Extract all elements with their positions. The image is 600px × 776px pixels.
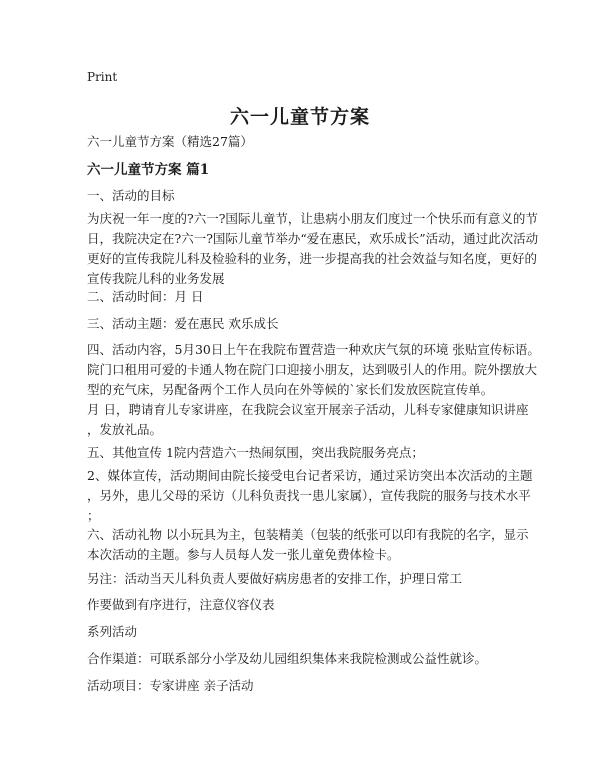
content-paragraph [87, 340, 540, 400]
gift-paragraph [87, 525, 529, 565]
note-line-continued: 作要做到有序进行，注意仪容仪表 [87, 597, 275, 612]
note-line: 另注：活动当天儿科负责人要做好病房患者的安排工作，护理日常工 [87, 571, 463, 586]
theme-line: 三、活动主题：爱在惠民 欢乐成长 [87, 316, 279, 331]
goal-paragraph [87, 209, 539, 289]
section-heading: 六一儿童节方案 篇1 [87, 162, 210, 178]
series-line: 系列活动 [87, 624, 138, 639]
project-line: 活动项目：专家讲座 亲子活动 [87, 678, 254, 693]
document-subtitle: 六一儿童节方案（精选27篇） [87, 134, 253, 149]
goal-line: 宣传我院儿科的业务发展 [87, 271, 225, 286]
media-line: ，另外，患儿父母的采访（儿科负责找一患儿家属），宣传我院的服务与技术水平 [87, 488, 531, 503]
channel-line: 合作渠道：可联系部分小学及幼儿园组织集体来我院检测或公益性就诊。 [87, 651, 488, 666]
promo-line: 五、其他宣传 1院内营造六一热闹氛围，突出我院服务亮点； [87, 445, 424, 460]
media-line: 2、媒体宣传，活动期间由院长接受电台记者采访，通过采访突出本次活动的主题 [87, 468, 533, 483]
goal-line: 更好的宣传我院儿科及检验科的业务，进一步提高我的社会效益与知名度，更好的 [87, 251, 538, 266]
lecture-line: 月 日，聘请育儿专家讲座，在我院会议室开展亲子活动，儿科专家健康知识讲座 [87, 402, 529, 417]
content-line: 四、活动内容，5月30日上午在我院布置营造一种欢庆气氛的环境 张贴宣传标语。 [87, 342, 540, 357]
time-line: 二、活动时间：月 日 [87, 289, 204, 304]
print-label[interactable]: Print [87, 70, 118, 84]
gift-line: 六、活动礼物 以小玩具为主，包装精美（包装的纸张可以印有我院的名字，显示 [87, 527, 529, 542]
document-title: 六一儿童节方案 [229, 106, 370, 128]
gift-line: 本次活动的主题。参与人员每人发一张儿童免费体检卡。 [87, 547, 400, 562]
media-paragraph [87, 466, 533, 526]
goal-heading: 一、活动的目标 [87, 188, 175, 203]
lecture-line: ，发放礼品。 [87, 422, 163, 437]
content-line: 型的充气床，另配备两个工作人员向在外等候的`家长们发放医院宣传单。 [87, 382, 494, 397]
goal-line: 为庆祝一年一度的?六一?国际儿童节，让患病小朋友们度过一个快乐而有意义的节 [87, 211, 538, 226]
lecture-paragraph [87, 400, 529, 440]
goal-line: 日，我院决定在?六一?国际儿童节举办“爱在惠民，欢乐成长”活动，通过此次活动 [87, 231, 539, 246]
content-line: 院门口租用可爱的卡通人物在院门口迎接小朋友，达到吸引人的作用。院外摆放大 [87, 362, 538, 377]
media-line: ； [87, 508, 100, 523]
